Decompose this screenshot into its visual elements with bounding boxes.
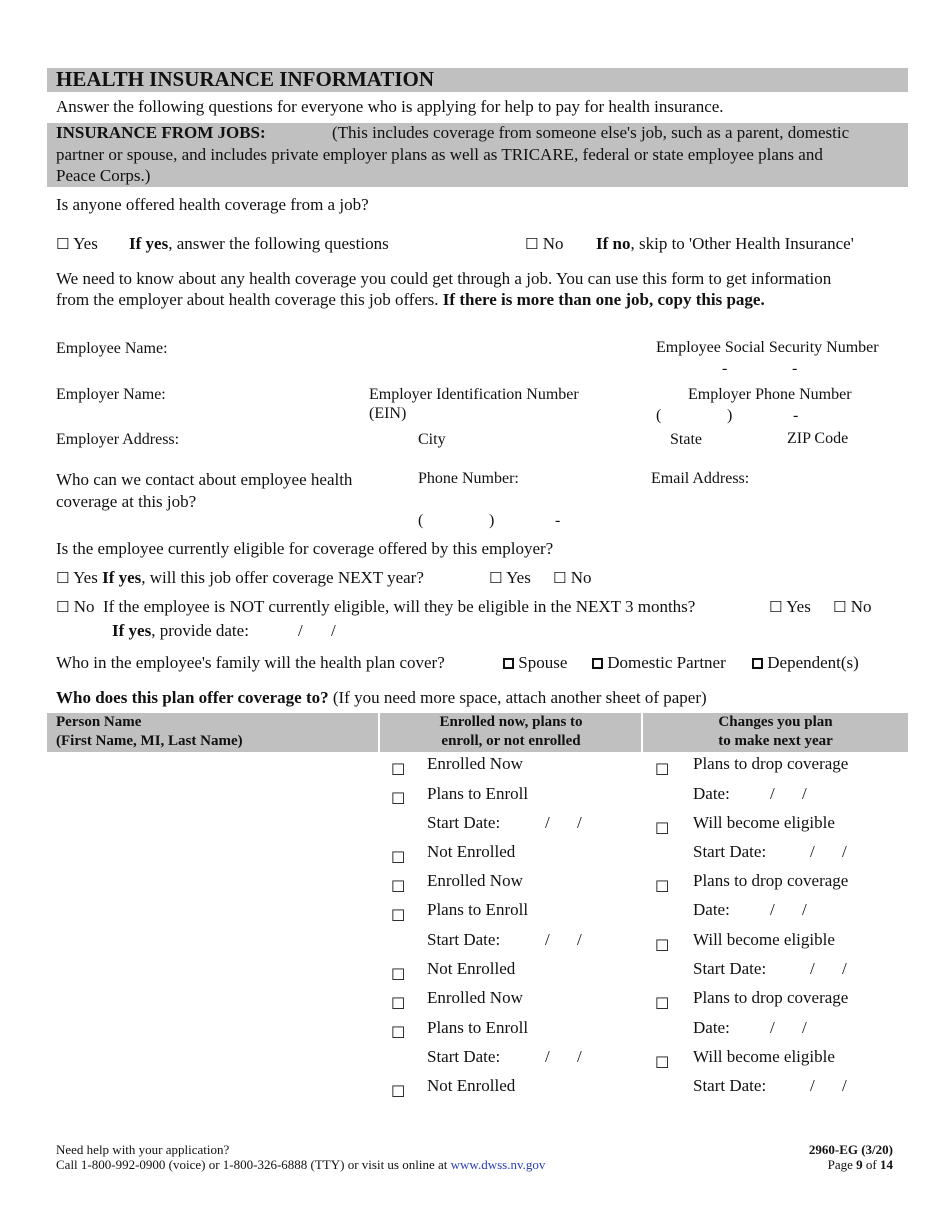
plans-drop-checkbox[interactable]: ☐ <box>655 994 670 1013</box>
start-date-slash-2: / <box>577 1047 582 1066</box>
offered-yes-row: ☐ Yes <box>56 234 98 253</box>
not-enrolled-checkbox[interactable]: ☐ <box>391 965 406 984</box>
drop-date-label: Date: <box>693 784 730 803</box>
drop-date-slash-2: / <box>802 1018 807 1037</box>
state-label: State <box>670 431 702 448</box>
plans-enroll-checkbox[interactable]: ☐ <box>391 906 406 925</box>
start-date-label: Start Date: <box>427 813 501 832</box>
spouse-checkbox[interactable] <box>503 658 514 669</box>
ein-label-2: (EIN) <box>369 405 407 422</box>
email-label: Email Address: <box>651 470 750 487</box>
not-enrolled-label: Not Enrolled <box>427 959 516 978</box>
contact-phone-open-paren: ( <box>418 512 424 529</box>
eligible-start-slash-2: / <box>842 842 847 861</box>
provide-date-slash-1: / <box>298 621 303 640</box>
ein-label-1: Employer Identification Number <box>369 386 579 403</box>
will-eligible-label: Will become eligible <box>693 930 835 949</box>
offered-no-note: If no, skip to 'Other Health Insurance' <box>596 234 854 253</box>
col1-header-1: Person Name <box>56 714 142 730</box>
col2-header-2: enroll, or not enrolled <box>441 733 581 749</box>
contact-phone-dash: - <box>555 512 561 529</box>
contact-label-1: Who can we contact about employee health <box>56 470 353 489</box>
will-eligible-checkbox[interactable]: ☐ <box>655 819 670 838</box>
q-offered: Is anyone offered health coverage from a job? <box>56 195 369 214</box>
family-question: Who in the employee's family will the health plan cover? <box>56 653 445 672</box>
plans-enroll-checkbox[interactable]: ☐ <box>391 789 406 808</box>
next-year-no-checkbox[interactable]: ☐ <box>553 569 567 587</box>
eligible-yes-checkbox[interactable]: ☐ <box>56 569 70 587</box>
phone-label: Phone Number: <box>418 470 519 487</box>
need-text-2: from the employer about health coverage this job offers. If there is more than one job, copy this page. <box>56 290 765 309</box>
plans-drop-checkbox[interactable]: ☐ <box>655 877 670 896</box>
drop-date-label: Date: <box>693 1018 730 1037</box>
not-enrolled-checkbox[interactable]: ☐ <box>391 848 406 867</box>
jobs-desc-2: partner or spouse, and includes private employer plans as well as TRICARE, federal or state employee plans and <box>56 145 823 164</box>
enrolled-now-label: Enrolled Now <box>427 754 523 773</box>
plans-enroll-checkbox[interactable]: ☐ <box>391 1023 406 1042</box>
offered-no-checkbox[interactable]: ☐ <box>525 235 539 253</box>
intro-text: Answer the following questions for everyone who is applying for help to pay for health insurance. <box>56 97 724 116</box>
drop-date-label: Date: <box>693 900 730 919</box>
footer-call: Call 1-800-992-0900 (voice) or 1-800-326-6888 (TTY) or visit us online at www.dwss.nv.gov <box>56 1157 546 1172</box>
contact-phone-close-paren: ) <box>489 512 495 529</box>
footer-help: Need help with your application? <box>56 1142 230 1157</box>
dependent-checkbox[interactable] <box>752 658 763 669</box>
section-title: HEALTH INSURANCE INFORMATION <box>56 67 435 91</box>
three-months-yes: ☐ Yes <box>769 597 811 616</box>
eligible-start-slash-1: / <box>810 842 815 861</box>
offered-yes-note: If yes, answer the following questions <box>129 234 389 253</box>
enrolled-now-label: Enrolled Now <box>427 871 523 890</box>
provide-date: If yes, provide date: <box>112 621 249 640</box>
start-date-slash-1: / <box>545 930 550 949</box>
plans-drop-checkbox[interactable]: ☐ <box>655 760 670 779</box>
eligible-yes-row: ☐ Yes If yes, will this job offer coverage NEXT year? <box>56 568 424 587</box>
ssn-label: Employee Social Security Number <box>656 339 879 356</box>
will-eligible-checkbox[interactable]: ☐ <box>655 1053 670 1072</box>
domestic-option: Domestic Partner <box>592 653 726 673</box>
eligible-start-slash-2: / <box>842 959 847 978</box>
not-enrolled-label: Not Enrolled <box>427 1076 516 1095</box>
q-current-eligible: Is the employee currently eligible for coverage offered by this employer? <box>56 539 554 558</box>
employer-phone-close-paren: ) <box>727 407 733 424</box>
col3-header-2: to make next year <box>718 733 833 749</box>
enrolled-now-checkbox[interactable]: ☐ <box>391 877 406 896</box>
start-date-slash-2: / <box>577 930 582 949</box>
eligible-start-slash-2: / <box>842 1076 847 1095</box>
eligible-start-label: Start Date: <box>693 959 767 978</box>
drop-date-slash-1: / <box>770 900 775 919</box>
spouse-option: Spouse <box>503 653 567 673</box>
jobs-desc-3: Peace Corps.) <box>56 166 151 185</box>
three-months-no-checkbox[interactable]: ☐ <box>833 598 847 616</box>
start-date-slash-1: / <box>545 1047 550 1066</box>
footer-link[interactable]: www.dwss.nv.gov <box>450 1157 546 1172</box>
three-months-no: ☐ No <box>833 597 872 616</box>
col3-header-1: Changes you plan <box>718 714 833 730</box>
employee-name-label: Employee Name: <box>56 340 168 357</box>
offered-yes-checkbox[interactable]: ☐ <box>56 235 70 253</box>
eligible-start-label: Start Date: <box>693 1076 767 1095</box>
employer-phone-dash: - <box>793 407 799 424</box>
start-date-slash-2: / <box>577 813 582 832</box>
not-enrolled-checkbox[interactable]: ☐ <box>391 1082 406 1101</box>
plans-enroll-label: Plans to Enroll <box>427 1018 529 1037</box>
who-coverage: Who does this plan offer coverage to? (If you need more space, attach another sheet of paper) <box>56 688 707 707</box>
drop-date-slash-2: / <box>802 784 807 803</box>
employer-address-label: Employer Address: <box>56 431 180 448</box>
plans-drop-label: Plans to drop coverage <box>693 988 849 1007</box>
ssn-dash-1: - <box>722 360 728 377</box>
col1-header-2: (First Name, MI, Last Name) <box>56 733 243 749</box>
plans-enroll-label: Plans to Enroll <box>427 784 529 803</box>
three-months-yes-checkbox[interactable]: ☐ <box>769 598 783 616</box>
employer-phone-label: Employer Phone Number <box>688 386 852 403</box>
not-enrolled-label: Not Enrolled <box>427 842 516 861</box>
employer-phone-open-paren: ( <box>656 407 662 424</box>
enrolled-now-checkbox[interactable]: ☐ <box>391 760 406 779</box>
drop-date-slash-1: / <box>770 784 775 803</box>
employer-name-label: Employer Name: <box>56 386 166 403</box>
col2-header-1: Enrolled now, plans to <box>439 714 583 730</box>
zip-label: ZIP Code <box>787 430 849 447</box>
next-year-yes-checkbox[interactable]: ☐ <box>489 569 503 587</box>
start-date-slash-1: / <box>545 813 550 832</box>
will-eligible-label: Will become eligible <box>693 1047 835 1066</box>
drop-date-slash-2: / <box>802 900 807 919</box>
eligible-start-slash-1: / <box>810 959 815 978</box>
need-text-1: We need to know about any health coverage you could get through a job. You can use this form to get information <box>56 269 832 288</box>
will-eligible-checkbox[interactable]: ☐ <box>655 936 670 955</box>
jobs-desc-1: (This includes coverage from someone else's job, such as a parent, domestic <box>332 123 850 142</box>
eligible-start-slash-1: / <box>810 1076 815 1095</box>
dependent-option: Dependent(s) <box>752 653 859 673</box>
start-date-label: Start Date: <box>427 930 501 949</box>
next-year-no: ☐ No <box>553 568 592 587</box>
provide-date-slash-2: / <box>331 621 336 640</box>
next-year-yes: ☐ Yes <box>489 568 531 587</box>
enrolled-now-checkbox[interactable]: ☐ <box>391 994 406 1013</box>
eligible-start-label: Start Date: <box>693 842 767 861</box>
plans-drop-label: Plans to drop coverage <box>693 754 849 773</box>
offered-no-row: ☐ No <box>525 234 564 253</box>
contact-label-2: coverage at this job? <box>56 492 197 511</box>
domestic-checkbox[interactable] <box>592 658 603 669</box>
will-eligible-label: Will become eligible <box>693 813 835 832</box>
drop-date-slash-1: / <box>770 1018 775 1037</box>
page-number: Page 9 of 14 <box>827 1157 893 1172</box>
ssn-dash-2: - <box>792 360 798 377</box>
city-label: City <box>418 431 446 448</box>
enrolled-now-label: Enrolled Now <box>427 988 523 1007</box>
jobs-heading: INSURANCE FROM JOBS: <box>56 123 266 142</box>
eligible-no-row: ☐ No If the employee is NOT currently eligible, will they be eligible in the NEXT 3 months? <box>56 597 696 616</box>
plans-enroll-label: Plans to Enroll <box>427 900 529 919</box>
plans-drop-label: Plans to drop coverage <box>693 871 849 890</box>
start-date-label: Start Date: <box>427 1047 501 1066</box>
form-id: 2960-EG (3/20) <box>808 1142 893 1157</box>
eligible-no-checkbox[interactable]: ☐ <box>56 598 70 616</box>
